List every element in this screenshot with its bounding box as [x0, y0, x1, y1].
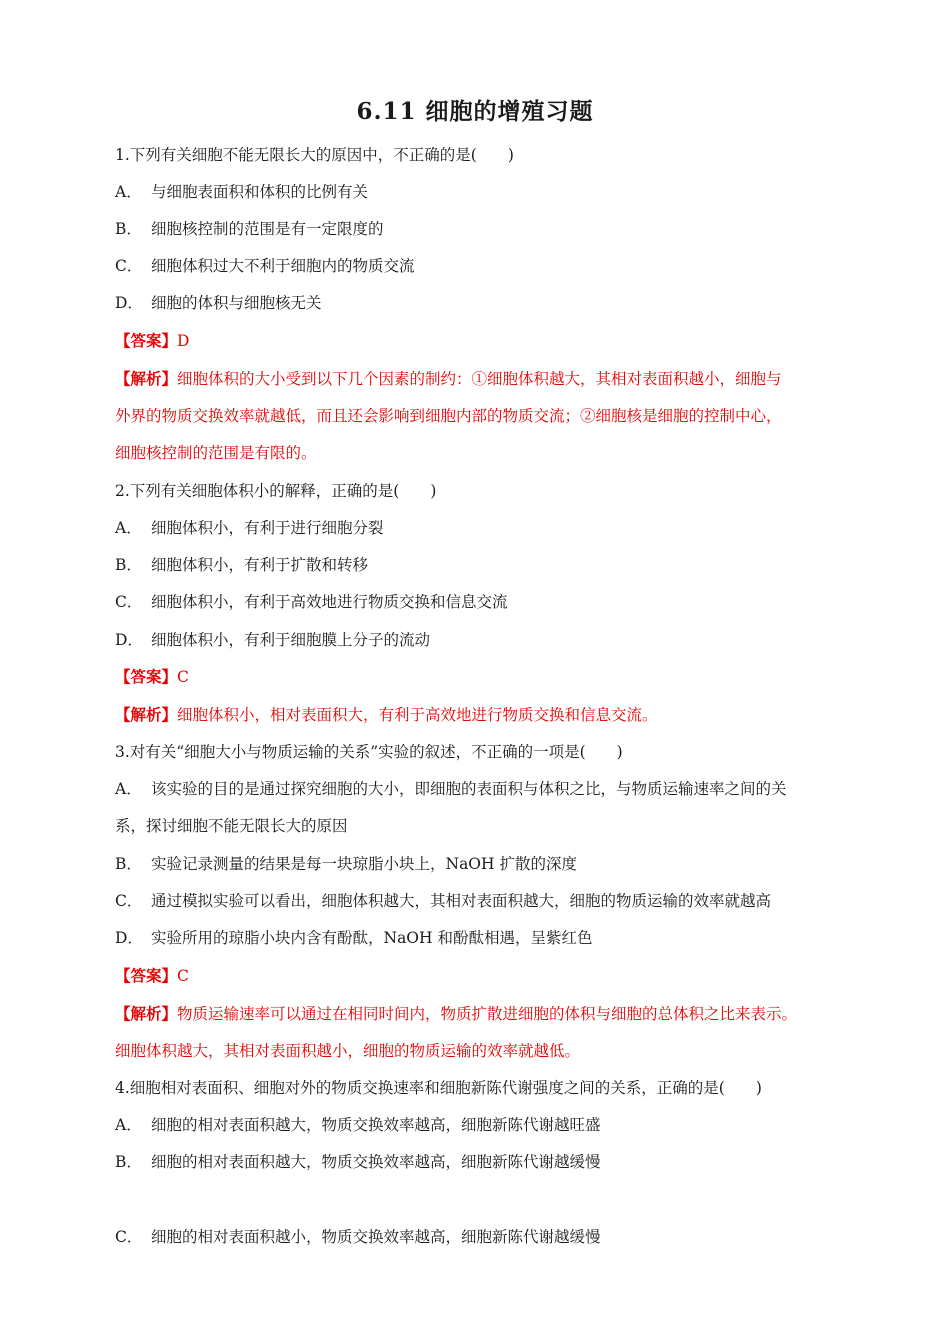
question-1-option-b: B． 细胞核控制的范围是有一定限度的 [115, 220, 384, 238]
question-4-option-c: C． 细胞的相对表面积越小，物质交换效率越高，细胞新陈代谢越缓慢 [115, 1228, 601, 1246]
question-3-answer: 【答案】C [115, 966, 189, 985]
question-3-option-a-continued: 系，探讨细胞不能无限长大的原因 [115, 817, 348, 835]
question-1-explanation-line-2: 外界的物质交换效率就越低，而且还会影响到细胞内部的物质交流；②细胞核是细胞的控制中心， [115, 407, 782, 425]
question-2-stem: 2.下列有关细胞体积小的解释，正确的是( ) [115, 482, 437, 500]
question-3-explanation-line-2: 细胞体积越大，其相对表面积越小，细胞的物质运输的效率就越低。 [115, 1042, 581, 1060]
question-3-stem: 3.对有关“细胞大小与物质运输的关系”实验的叙述，不正确的一项是( ) [115, 743, 623, 761]
question-1-stem: 1.下列有关细胞不能无限长大的原因中，不正确的是( ) [115, 146, 514, 164]
question-3-option-a: A． 该实验的目的是通过探究细胞的大小，即细胞的表面积与体积之比，与物质运输速率之间的关 [115, 780, 787, 798]
question-1-option-c: C． 细胞体积过大不利于细胞内的物质交流 [115, 257, 415, 275]
question-3-option-b: B． 实验记录测量的结果是每一块琼脂小块上，NaOH 扩散的深度 [115, 855, 577, 873]
question-4-option-b: B． 细胞的相对表面积越大，物质交换效率越高，细胞新陈代谢越缓慢 [115, 1153, 601, 1171]
question-1-answer: 【答案】D [115, 331, 190, 350]
question-1-explanation-line-1: 【解析】细胞体积的大小受到以下几个因素的制约：①细胞体积越大，其相对表面积越小，细胞与 [115, 369, 782, 388]
page-title: 6.11 细胞的增殖习题 [356, 98, 594, 125]
question-4-option-a: A． 细胞的相对表面积越大，物质交换效率越高，细胞新陈代谢越旺盛 [115, 1116, 601, 1134]
question-3-option-c: C． 通过模拟实验可以看出，细胞体积越大，其相对表面积越大，细胞的物质运输的效率就越高 [115, 892, 772, 910]
question-2-option-d: D． 细胞体积小，有利于细胞膜上分子的流动 [115, 631, 431, 649]
question-2-explanation: 【解析】细胞体积小，相对表面积大，有利于高效地进行物质交换和信息交流。 [115, 705, 658, 724]
question-1-option-d: D． 细胞的体积与细胞核无关 [115, 294, 322, 312]
question-3-option-d: D． 实验所用的琼脂小块内含有酚酞，NaOH 和酚酞相遇，呈紫红色 [115, 929, 593, 947]
question-2-option-a: A． 细胞体积小，有利于进行细胞分裂 [115, 519, 384, 537]
question-3-explanation-line-1: 【解析】物质运输速率可以通过在相同时间内，物质扩散进细胞的体积与细胞的总体积之比来表示。 [115, 1004, 798, 1023]
question-2-option-c: C． 细胞体积小，有利于高效地进行物质交换和信息交流 [115, 593, 508, 611]
question-2-option-b: B． 细胞体积小，有利于扩散和转移 [115, 556, 369, 574]
question-2-answer: 【答案】C [115, 667, 189, 686]
question-1-option-a: A． 与细胞表面积和体积的比例有关 [115, 183, 369, 201]
question-4-stem: 4.细胞相对表面积、细胞对外的物质交换速率和细胞新陈代谢强度之间的关系，正确的是( ) [115, 1079, 762, 1097]
question-1-explanation-line-3: 细胞核控制的范围是有限的。 [115, 444, 317, 462]
